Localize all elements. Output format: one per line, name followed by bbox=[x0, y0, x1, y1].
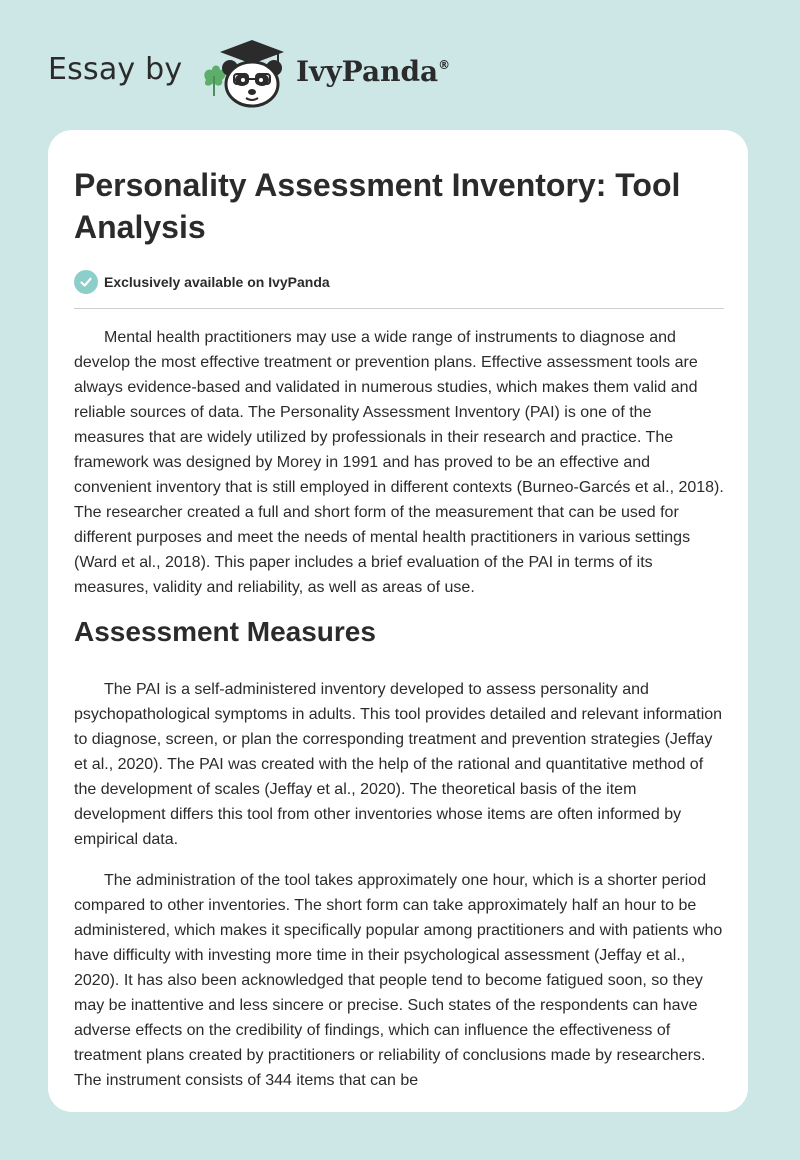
brand-name[interactable]: IvyPanda® bbox=[296, 55, 451, 88]
ivypanda-logo-icon[interactable] bbox=[200, 36, 292, 110]
exclusive-label: Exclusively available on IvyPanda bbox=[104, 274, 330, 290]
section-heading: Assessment Measures bbox=[74, 616, 376, 647]
essay-title: Personality Assessment Inventory: Tool Analysis bbox=[74, 167, 681, 245]
paragraph-measures: The PAI is a self-administered inventory developed to assess personality and psychopathological symptoms in adults. This tool provides detailed and relevant information to diagnose, screen, or plan the corresponding treatment and prevention strategies (Jeffay et al., 2020). The PAI was created with the help of the rational and quantitative method of the development of scales (Jeffay et al., 2020). The theoretical basis of the item development differs this tool from other inventories whose items are often informed by empirical data. bbox=[74, 681, 723, 848]
paragraph-administration: The administration of the tool takes approximately one hour, which is a shorter period compared to other inventories. The short form can take approximately half an hour to be administered, which makes it specifically popular among practitioners and with patients who have difficulty with investing more time in their psychological assessment (Jeffay et al., 2020). It has also been acknowledged that people tend to become fatigued soon, so they may be inattentive and less sincere or precise. Such states of the respondents can have adverse effects on the credibility of findings, which can influence the effectiveness of treatment plans created by practitioners or reliability of conclusions made by researchers. The instrument consists of 344 items that can be bbox=[74, 872, 723, 1089]
essay-by-label: Essay by bbox=[48, 52, 183, 87]
check-icon bbox=[74, 270, 98, 294]
registered-mark: ® bbox=[438, 57, 451, 72]
essay-content bbox=[74, 164, 724, 1093]
essay-card bbox=[48, 130, 748, 1112]
divider bbox=[74, 308, 724, 309]
paragraph-intro: Mental health practitioners may use a wide range of instruments to diagnose and develop the most effective treatment or prevention plans. Effective assessment tools are always evidence-based and validated in numerous studies, which makes them valid and reliable sources of data. The Personality Assessment Inventory (PAI) is one of the measures that are widely utilized by professionals in their research and practice. The framework was designed by Morey in 1991 and has proved to be an effective and convenient inventory that is still employed in different contexts (Burneo-Garcés et al., 2018). The researcher created a full and short form of the measurement that can be used for different purposes and meet the needs of mental health practitioners in various settings (Ward et al., 2018). This paper includes a brief evaluation of the PAI in terms of its measures, validity and reliability, as well as areas of use. bbox=[74, 329, 724, 596]
exclusive-badge bbox=[74, 268, 724, 296]
site-header bbox=[0, 0, 800, 130]
